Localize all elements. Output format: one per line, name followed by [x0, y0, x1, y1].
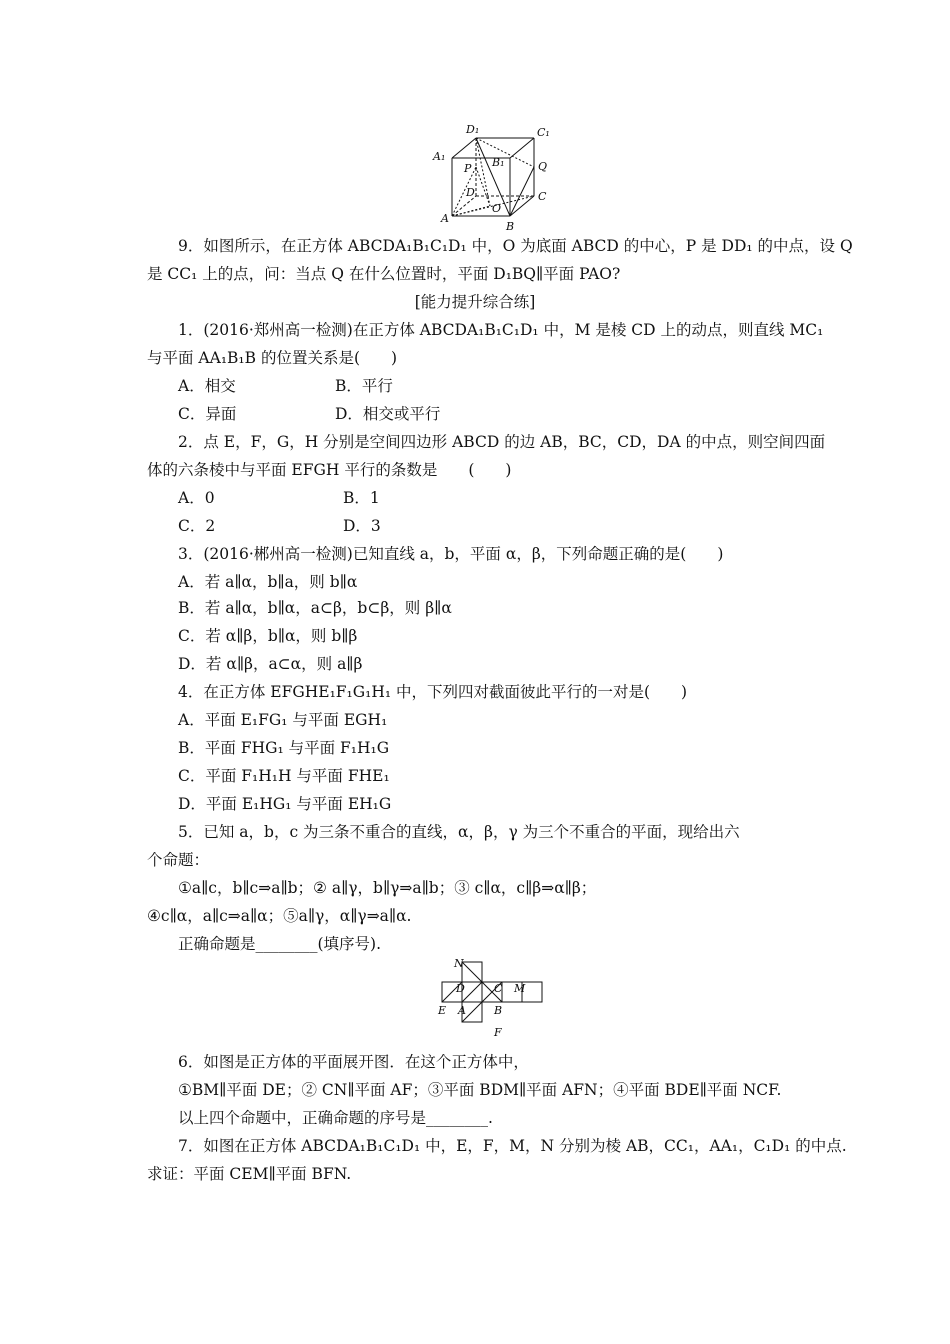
p6-line1: 6．如图是正方体的平面展开图．在这个正方体中， — [178, 1053, 529, 1071]
net-label-N: N — [454, 957, 464, 970]
q9-line2: 是 CC₁ 上的点，问：当点 Q 在什么位置时，平面 D₁BQ∥平面 PAO? — [147, 265, 621, 283]
p2-option-b: B．1 — [343, 489, 380, 507]
net-label-M: M — [514, 982, 526, 995]
p1-option-d: D．相交或平行 — [335, 405, 441, 423]
p3-line1: 3．(2016·郴州高一检测)已知直线 a，b，平面 α，β，下列命题正确的是( ) — [178, 545, 724, 563]
p1-option-c: C．异面 — [178, 405, 237, 423]
p6-line2: ①BM∥平面 DE；② CN∥平面 AF；③平面 BDM∥平面 AFN；④平面 BDE∥平面 NCF. — [178, 1081, 782, 1099]
label-A: A — [441, 212, 449, 225]
p6-line3: 以上四个命题中，正确命题的序号是________. — [178, 1109, 493, 1127]
label-P: P — [464, 162, 472, 175]
p2-line2: 体的六条棱中与平面 EFGH 平行的条数是 ( ) — [147, 461, 512, 479]
p4-option-b: B．平面 FHG₁ 与平面 F₁H₁G — [178, 739, 390, 757]
p3-option-a: A．若 a∥α，b∥a，则 b∥α — [178, 573, 358, 591]
p1-line1: 1．(2016·郑州高一检测)在正方体 ABCDA₁B₁C₁D₁ 中，M 是棱 CD 上的动点，则直线 MC₁ — [178, 321, 824, 339]
p2-option-d: D．3 — [343, 517, 381, 535]
label-B: B — [506, 220, 515, 233]
p1-option-b: B．平行 — [335, 377, 393, 395]
p5-line2: 个命题： — [147, 851, 210, 869]
label-D1: D₁ — [466, 123, 480, 136]
net-label-B: B — [494, 1004, 503, 1017]
p3-option-d: D．若 α∥β，a⊂α，则 a∥β — [178, 655, 363, 673]
p5-line5: 正确命题是________(填序号). — [178, 935, 382, 953]
net-label-E: E — [438, 1004, 447, 1017]
label-O: O — [492, 202, 502, 215]
q9-line1: 9．如图所示，在正方体 ABCDA₁B₁C₁D₁ 中，O 为底面 ABCD 的中心，P 是 DD₁ 的中点，设 Q — [178, 237, 853, 255]
p7-line2: 求证：平面 CEM∥平面 BFN. — [147, 1165, 352, 1183]
p1-line2: 与平面 AA₁B₁B 的位置关系是( ) — [147, 349, 398, 367]
net-label-C: C — [494, 982, 503, 995]
label-A1: A₁ — [433, 150, 446, 163]
p4-option-c: C．平面 F₁H₁H 与平面 FHE₁ — [178, 767, 390, 785]
net-label-D: D — [456, 982, 465, 995]
net-label-A: A — [458, 1004, 466, 1017]
p2-line1: 2．点 E，F，G，H 分别是空间四边形 ABCD 的边 AB，BC，CD，DA 的中点，则空间四面 — [178, 433, 826, 451]
p5-line1: 5．已知 a，b，c 为三条不重合的直线，α，β，γ 为三个不重合的平面，现给出六 — [178, 823, 740, 841]
label-B1: B₁ — [492, 156, 505, 169]
label-D: D — [466, 186, 475, 199]
cube-net-figure — [436, 958, 550, 1044]
p5-line4: ④c∥α，a∥c⇒a∥α；⑤a∥γ，α∥γ⇒a∥α. — [147, 907, 412, 925]
p2-option-c: C．2 — [178, 517, 216, 535]
p4-line1: 4．在正方体 EFGHE₁F₁G₁H₁ 中，下列四对截面彼此平行的一对是( ) — [178, 683, 688, 701]
cube-figure — [430, 120, 560, 232]
p4-option-a: A．平面 E₁FG₁ 与平面 EGH₁ — [178, 711, 388, 729]
p3-option-c: C．若 α∥β，b∥α，则 b∥β — [178, 627, 358, 645]
label-C: C — [538, 190, 547, 203]
p3-option-b: B．若 a∥α，b∥α，a⊂β，b⊂β，则 β∥α — [178, 599, 452, 617]
p5-line3: ①a∥c，b∥c⇒a∥b；② a∥γ，b∥γ⇒a∥b；③ c∥α，c∥β⇒α∥β； — [178, 879, 597, 897]
net-label-F: F — [494, 1026, 502, 1039]
label-C1: C₁ — [537, 126, 550, 139]
p4-option-d: D．平面 E₁HG₁ 与平面 EH₁G — [178, 795, 392, 813]
p2-option-a: A．0 — [178, 489, 215, 507]
p7-line1: 7．如图在正方体 ABCDA₁B₁C₁D₁ 中，E，F，M，N 分别为棱 AB，CC₁，AA₁，C₁D₁ 的中点. — [178, 1137, 847, 1155]
p1-option-a: A．相交 — [178, 377, 236, 395]
section-title: [能力提升综合练] — [414, 293, 536, 311]
label-Q: Q — [538, 160, 548, 173]
